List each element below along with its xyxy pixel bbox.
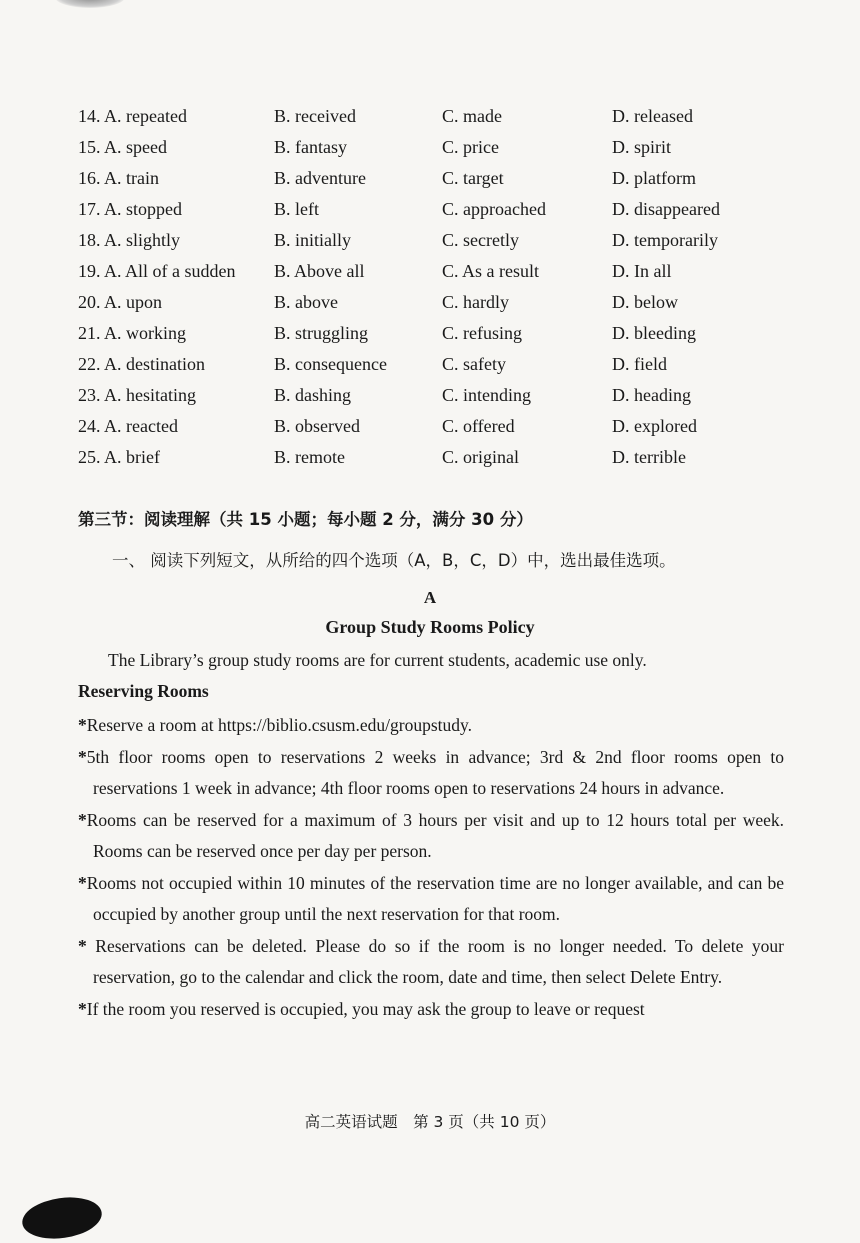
option-a: 14. A. repeated xyxy=(78,106,187,126)
option-d: D. disappeared xyxy=(612,199,720,219)
passage-subheading: Reserving Rooms xyxy=(78,681,209,701)
policy-rule: *Rooms not occupied within 10 minutes of the reservation time are no longer available, and can be occupied by another group until the next reservation for that room. xyxy=(78,872,784,924)
option-b: B. adventure xyxy=(274,168,366,188)
option-b: B. received xyxy=(274,106,356,126)
option-b: B. Above all xyxy=(274,261,365,281)
option-c: C. made xyxy=(442,106,502,126)
option-row xyxy=(78,323,798,354)
option-row xyxy=(78,354,798,385)
option-a: 19. A. All of a sudden xyxy=(78,261,236,281)
option-d: D. field xyxy=(612,354,667,374)
passage-title: Group Study Rooms Policy xyxy=(325,617,535,637)
answer-options-table xyxy=(78,106,798,478)
option-b: B. observed xyxy=(274,416,360,436)
option-row xyxy=(78,261,798,292)
option-b: B. remote xyxy=(274,447,345,467)
option-d: D. released xyxy=(612,106,693,126)
option-row xyxy=(78,292,798,323)
option-a: 21. A. working xyxy=(78,323,187,343)
option-row xyxy=(78,230,798,261)
option-d: D. temporarily xyxy=(612,230,718,250)
passage-letter: A xyxy=(423,588,437,607)
passage-intro: The Library’s group study rooms are for current students, academic use only. xyxy=(108,650,647,670)
option-a: 22. A. destination xyxy=(78,354,206,374)
policy-rule: *5th floor rooms open to reservations 2 weeks in advance; 3rd & 2nd floor rooms open to reservations 1 week in advance; 4th floor rooms open to reservations 24 hours in advance. xyxy=(78,746,784,798)
option-b: B. left xyxy=(274,199,319,219)
option-c: C. original xyxy=(442,447,519,467)
instruction-text: 一、 阅读下列短文，从所给的四个选项（A，B，C，D）中，选出最佳选项。 xyxy=(112,551,676,570)
policy-rules xyxy=(78,710,784,1025)
option-a: 20. A. upon xyxy=(78,292,163,312)
option-a: 24. A. reacted xyxy=(78,416,178,436)
option-c: C. target xyxy=(442,168,504,188)
policy-rule: * Reservations can be deleted. Please do so if the room is no longer needed. To delete your reservation, go to the calendar and click the room, date and time, then select Delete Entry. xyxy=(78,935,784,987)
option-b: B. initially xyxy=(274,230,352,250)
option-a: 18. A. slightly xyxy=(78,230,181,250)
option-c: C. As a result xyxy=(442,261,539,281)
option-b: B. consequence xyxy=(274,354,387,374)
option-c: C. approached xyxy=(442,199,546,219)
option-a: 16. A. train xyxy=(78,168,159,188)
option-d: D. bleeding xyxy=(612,323,696,343)
policy-rule: *Rooms can be reserved for a maximum of 3 hours per visit and up to 12 hours total per week. Rooms can be reserved once per day per person. xyxy=(78,809,784,861)
option-d: D. below xyxy=(612,292,678,312)
option-d: D. spirit xyxy=(612,137,672,157)
option-d: D. In all xyxy=(612,261,672,281)
option-row xyxy=(78,447,798,478)
option-b: B. dashing xyxy=(274,385,352,405)
option-row xyxy=(78,416,798,447)
option-a: 25. A. brief xyxy=(78,447,160,467)
option-c: C. offered xyxy=(442,416,515,436)
option-c: C. hardly xyxy=(442,292,509,312)
policy-rule: *Reserve a room at https://biblio.csusm.edu/groupstudy. xyxy=(78,715,473,735)
scan-smudge-top xyxy=(55,0,125,8)
option-a: 15. A. speed xyxy=(78,137,167,157)
option-d: D. explored xyxy=(612,416,697,436)
option-row xyxy=(78,199,798,230)
policy-rule: *If the room you reserved is occupied, you may ask the group to leave or request xyxy=(78,998,645,1019)
page-footer: 高二英语试题 第 3 页（共 10 页） xyxy=(304,1113,556,1131)
option-c: C. refusing xyxy=(442,323,522,343)
option-a: 23. A. hesitating xyxy=(78,385,197,405)
scan-smudge-bottom xyxy=(20,1193,105,1243)
option-c: C. secretly xyxy=(442,230,519,250)
option-row xyxy=(78,168,798,199)
option-c: C. intending xyxy=(442,385,531,405)
option-c: C. price xyxy=(442,137,499,157)
option-d: D. platform xyxy=(612,168,696,188)
option-b: B. above xyxy=(274,292,338,312)
option-c: C. safety xyxy=(442,354,506,374)
option-row xyxy=(78,106,798,137)
option-b: B. fantasy xyxy=(274,137,347,157)
option-d: D. terrible xyxy=(612,447,686,467)
option-b: B. struggling xyxy=(274,323,369,343)
option-row xyxy=(78,137,798,168)
option-a: 17. A. stopped xyxy=(78,199,183,219)
section-heading: 第三节：阅读理解（共 15 小题；每小题 2 分，满分 30 分） xyxy=(78,510,533,529)
option-row xyxy=(78,385,798,416)
option-d: D. heading xyxy=(612,385,691,405)
